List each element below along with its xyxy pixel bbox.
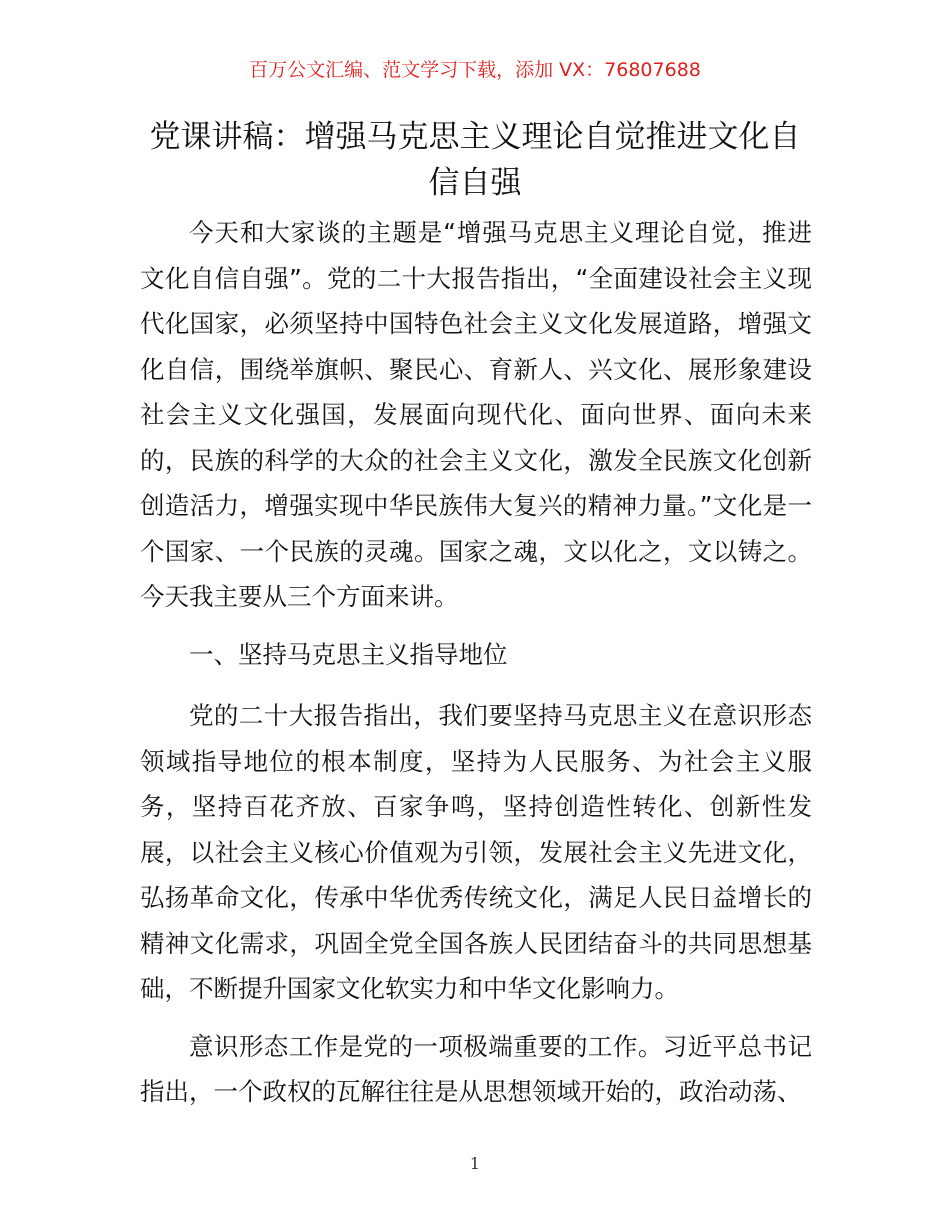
document-body bbox=[140, 210, 812, 1127]
document-title: 党课讲稿：增强马克思主义理论自觉推进文化自信自强 bbox=[149, 119, 801, 201]
page-number: 1 bbox=[469, 1154, 481, 1173]
paragraph-intro: 今天和大家谈的主题是“增强马克思主义理论自觉，推进文化自信自强”。党的二十大报告指出，“全面建设社会主义现代化国家，必须坚持中国特色社会主义文化发展道路，增强文化自信，围绕举旗帜、聚民心、育新人、兴文化、展形象建设社会主义文化强国，发展面向现代化、面向世界、面向未来的，民族的科学的大众的社会主义文化，激发全民族文化创新创造活力，增强实现中华民族伟大复兴的精神力量。”文化是一个国家、一个民族的灵魂。国家之魂，文以化之，文以铸之。今天我主要从三个方面来讲。 bbox=[140, 218, 812, 611]
paragraph-ideology: 意识形态工作是党的一项极端重要的工作。习近平总书记指出，一个政权的瓦解往往是从思想领域开始的，政治动荡、 bbox=[140, 1031, 812, 1106]
section-heading-1: 一、坚持马克思主义指导地位 bbox=[189, 639, 508, 669]
paragraph-section-1: 党的二十大报告指出，我们要坚持马克思主义在意识形态领域指导地位的根本制度，坚持为人民服务、为社会主义服务，坚持百花齐放、百家争鸣，坚持创造性转化、创新性发展，以社会主义核心价值观为引领，发展社会主义先进文化，弘扬革命文化，传承中华优秀传统文化，满足人民日益增长的精神文化需求，巩固全党全国各族人民团结奋斗的共同思想基础，不断提升国家文化软实力和中华文化影响力。 bbox=[140, 701, 812, 1003]
header-note: 百万公文汇编、范文学习下载，添加 VX：76807688 bbox=[249, 59, 701, 81]
